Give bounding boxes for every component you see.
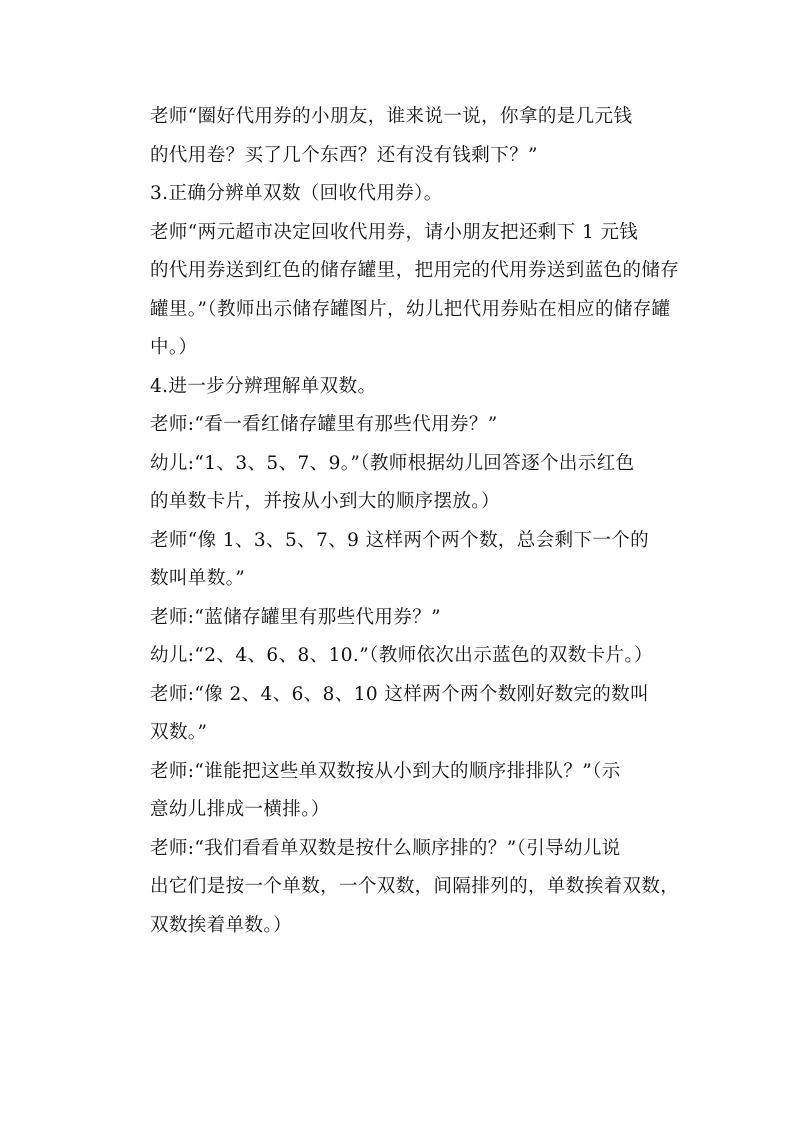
paragraph-teacher-question-vouchers [120, 98, 680, 175]
document-body [120, 98, 680, 945]
text-line: 老师:“蓝储存罐里有那些代用券？” [150, 606, 441, 628]
paragraph-teacher-line-up [120, 753, 680, 830]
paragraph-teacher-order-pattern [120, 830, 680, 946]
text-line: 老师:“谁能把这些单双数按从小到大的顺序排排队？”（示 [150, 760, 621, 782]
text-line: 老师:“看一看红储存罐里有那些代用券？” [150, 414, 498, 435]
text-line: 数叫单数。” [150, 568, 246, 589]
text-line: 双数。” [150, 722, 208, 743]
text-line: 幼儿:“2、4、6、8、10.”（教师依次出示蓝色的双数卡片。） [150, 645, 653, 666]
paragraph-child-odd-answer [120, 445, 680, 522]
text-line: 的代用券送到红色的储存罐里，把用完的代用券送到蓝色的储存 [150, 260, 680, 281]
text-line: 意幼儿排成一横排。） [150, 799, 330, 820]
paragraph-step-3-heading [120, 175, 680, 214]
text-line: 4.进一步分辨理解单双数。 [150, 375, 377, 397]
text-line: 老师“圈好代用券的小朋友，谁来说一说，你拿的是几元钱 [150, 106, 633, 127]
text-line: 罐里。”（教师出示储存罐图片，幼儿把代用券贴在相应的储存罐 [150, 298, 671, 320]
text-line: 出它们是按一个单数，一个双数，间隔排列的，单数挨着双数， [150, 876, 680, 897]
text-line: 老师“像 1、3、5、7、9 这样两个两个数，总会剩下一个的 [150, 529, 650, 551]
text-line: 的代用卷？买了几个东西？还有没有钱剩下？” [150, 144, 538, 166]
paragraph-child-even-answer [120, 637, 680, 676]
paragraph-teacher-even-definition [120, 676, 680, 753]
text-line: 老师:“像 2、4、6、8、10 这样两个两个数刚好数完的数叫 [150, 683, 649, 705]
paragraph-teacher-red-jar [120, 406, 680, 445]
text-line: 幼儿:“1、3、5、7、9。”（教师根据幼儿回答逐个出示红色 [150, 452, 635, 474]
paragraph-teacher-odd-definition [120, 522, 680, 599]
paragraph-teacher-recycle-vouchers [120, 214, 680, 368]
text-line: 老师“两元超市决定回收代用券，请小朋友把还剩下 1 元钱 [150, 221, 639, 243]
text-line: 中。） [150, 337, 198, 358]
paragraph-step-4-heading [120, 368, 680, 407]
text-line: 双数挨着单数。） [150, 914, 292, 936]
text-line: 老师:“我们看看单双数是按什么顺序排的？”（引导幼儿说 [150, 837, 621, 859]
paragraph-teacher-blue-jar [120, 599, 680, 638]
text-line: 的单数卡片，并按从小到大的顺序摆放。） [150, 491, 500, 512]
text-line: 3.正确分辨单双数（回收代用券）。 [150, 183, 443, 204]
